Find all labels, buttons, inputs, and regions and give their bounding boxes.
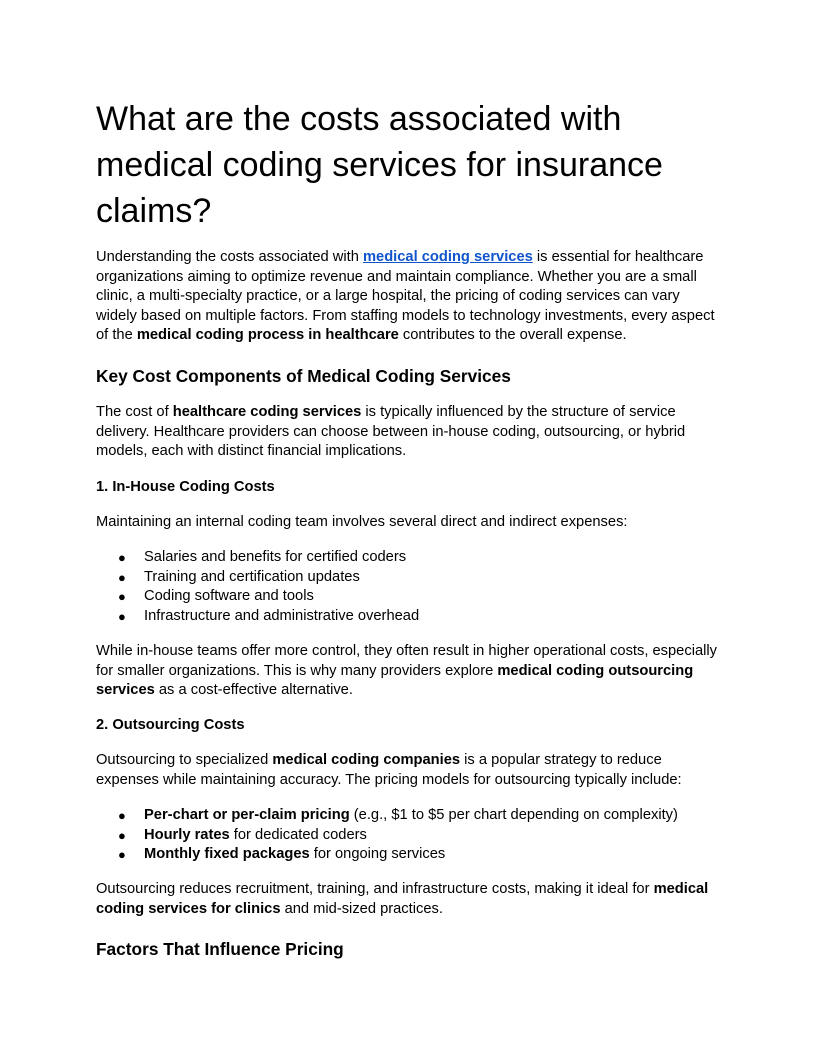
list-item-text: for ongoing services — [309, 846, 446, 863]
key-costs-bold-text: healthcare coding services — [172, 404, 362, 420]
inhouse-closing-bold-text: medical coding outsourcing services — [96, 662, 694, 699]
intro-paragraph — [96, 248, 722, 346]
inhouse-bullet-list — [96, 548, 722, 626]
key-costs-text-end: is typically influenced by the structure of service delivery. Healthcare providers can choose between in-house coding, outsourcing, or hybrid models, each with distinct financial implications. — [96, 404, 686, 460]
bullet-icon: ● — [118, 550, 126, 565]
list-item — [96, 845, 722, 865]
outsourcing-intro — [96, 751, 722, 790]
list-item-text: Training and certification updates — [144, 568, 360, 585]
outsourcing-closing-bold: medical coding services for clinics — [96, 881, 709, 917]
outsourcing-costs-heading: 2. Outsourcing Costs — [96, 717, 245, 733]
intro-text-start: Understanding the costs associated with — [96, 249, 363, 265]
factors-heading: Factors That Influence Pricing — [96, 939, 344, 959]
list-item-text: Coding software and tools — [144, 588, 314, 605]
key-costs-text-start: The cost of — [96, 404, 173, 420]
inhouse-closing-paragraph — [96, 642, 722, 701]
medical-coding-services-link[interactable]: medical coding services — [362, 249, 533, 265]
bullet-icon: ● — [118, 608, 126, 624]
list-item-bold: Monthly fixed packages — [144, 846, 310, 863]
intro-bold-text: medical coding process in healthcare — [136, 327, 399, 344]
inhouse-costs-heading: 1. In-House Coding Costs — [96, 479, 275, 495]
outsourcing-bullet-list — [96, 806, 722, 865]
list-item-text: Infrastructure and administrative overhead — [144, 607, 420, 624]
list-item — [96, 607, 722, 627]
page-title: What are the costs associated with medical coding services for insurance claims? — [96, 100, 663, 230]
list-item — [96, 826, 722, 846]
list-item — [96, 568, 722, 588]
bullet-icon: ● — [118, 827, 126, 843]
intro-text-end: contributes to the overall expense. — [398, 327, 627, 344]
list-item — [96, 548, 722, 568]
list-item-text: (e.g., $1 to $5 per chart depending on complexity) — [349, 807, 678, 823]
bullet-icon: ● — [118, 569, 126, 585]
bullet-icon: ● — [118, 847, 126, 863]
key-cost-components-heading: Key Cost Components of Medical Coding Services — [96, 366, 511, 386]
intro-text-middle: is essential for healthcare organizations aiming to optimize revenue and maintain compliance. Whether you are a small clinic, a multi-specialty practice, or a large hospital, the pricing of coding services can vary widely based on multiple factors. From staffing models to technology investments, every aspect of the — [96, 249, 715, 344]
list-item-text: Salaries and benefits for certified coders — [144, 549, 407, 565]
outsourcing-closing-start: Outsourcing reduces recruitment, training, and infrastructure costs, making it ideal for — [96, 881, 654, 897]
inhouse-intro: Maintaining an internal coding team involves several direct and indirect expenses: — [96, 514, 628, 530]
list-item-bold: Per-chart or per-claim pricing — [144, 807, 350, 823]
list-item — [96, 806, 722, 826]
list-item-bold: Hourly rates — [144, 826, 230, 843]
bullet-icon: ● — [118, 808, 126, 823]
outsourcing-intro-start: Outsourcing to specialized — [96, 752, 273, 768]
outsourcing-intro-end: is a popular strategy to reduce expenses while maintaining accuracy. The pricing models for outsourcing typically include: — [96, 752, 682, 788]
outsourcing-closing-end: and mid-sized practices. — [280, 900, 443, 917]
key-costs-paragraph — [96, 403, 722, 462]
inhouse-closing-text-end: as a cost-effective alternative. — [154, 682, 353, 699]
outsourcing-intro-bold: medical coding companies — [272, 752, 461, 768]
outsourcing-closing-paragraph — [96, 880, 722, 919]
inhouse-closing-text-start: While in-house teams offer more control, they often result in higher operational costs, especially for smaller organizations. This is why many providers explore — [96, 643, 717, 679]
list-item — [96, 587, 722, 607]
bullet-icon: ● — [118, 589, 126, 605]
list-item-text: for dedicated coders — [229, 826, 367, 843]
